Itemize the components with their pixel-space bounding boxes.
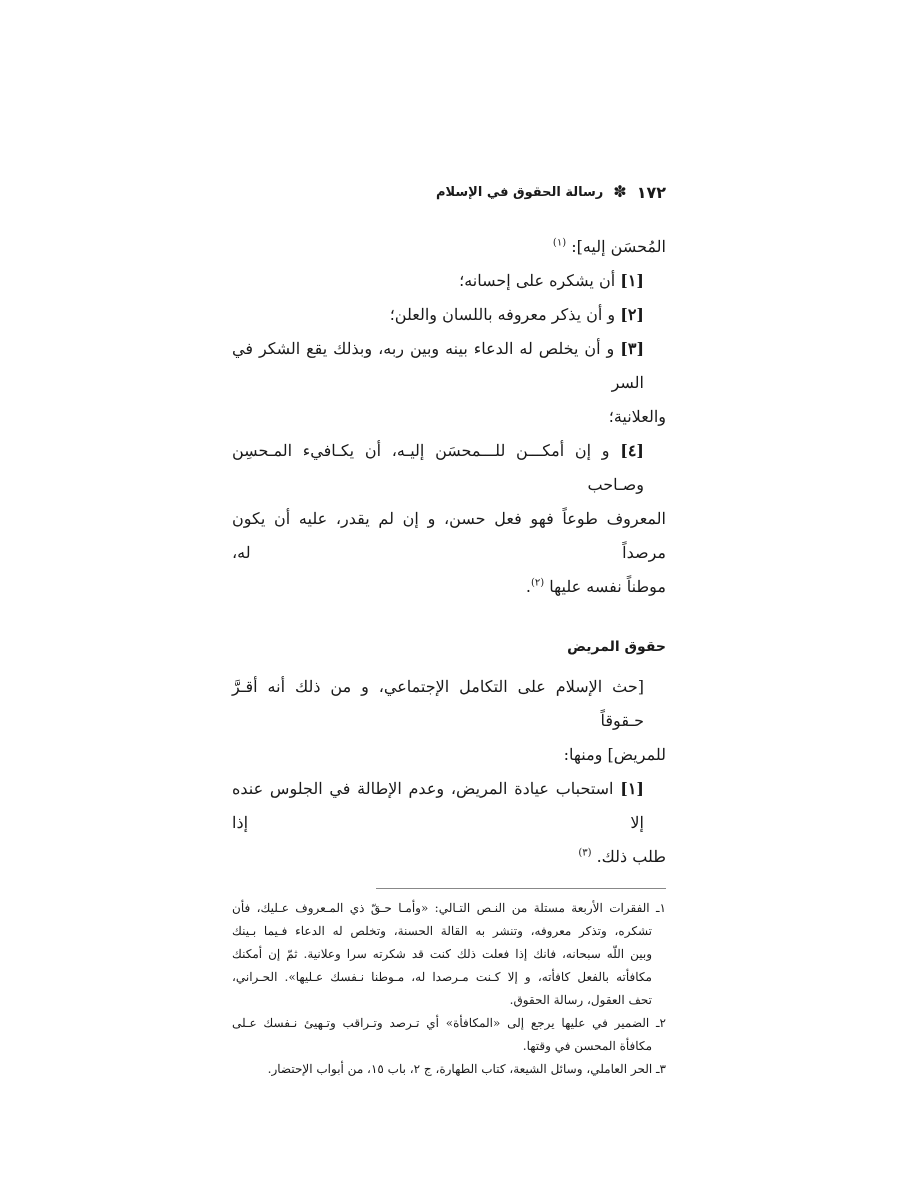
paragraph-line: [حث الإسلام على التكامل الإجتماعي، و من ذلك أنه أقـرَّ حـقوقاً [232,677,644,730]
footnote-ref: (٣) [578,847,592,859]
footnote-line: ٢ـ الضمير في عليها يرجع إلى «المكافأة» أي تـرصد وتـراقب وتـهيئ نـفسك عـلى [232,1016,666,1030]
item-number: [١] [620,779,644,798]
item-number: [٤] [620,441,644,460]
page-number: ١٧٢ [636,182,666,202]
flower-ornament-icon: ✽ [613,182,627,201]
footnote-line: ١ـ الفقرات الأربعة مستلة من النـص التـالي: «وأمـا حـقّ ذي المـعروف عـليك، فأن [232,901,666,915]
item-number: [١] [620,271,644,290]
footnote-ref: (١) [552,237,567,249]
main-text [232,230,666,874]
running-header [232,178,666,206]
paragraph-line: [١] أن يشكره على إحسانه؛ [459,271,644,290]
footnote-line: تشكره، وتذكر معروفه، وتنشر به القالة الحسنة، وتخلص له الدعاء فـيما بـينك [232,924,652,938]
book-title: رسالة الحقوق في الإسلام [435,184,604,200]
footnote-line: ٣ـ الحر العاملي، وسائل الشيعة، كتاب الطهارة، ج ٢، باب ١٥، من أبواب الإحتضار. [267,1062,666,1076]
footnote-line: وبين اللّه سبحانه، فانك إذا فعلت ذلك كنت قد شكرته سرا وعلانية. ثمّ إن أمكنك [232,947,652,961]
paragraph-line: طلب ذلك. $^{(٣)}$ [578,847,666,866]
paragraph-line: [٤] و إن أمكـــن للـــمحسَن إليـه، أن يكـافيء المـحسِن وصـاحب [232,441,644,494]
paragraph-line: للمريض] ومنها: [563,745,666,764]
footnote-ref: (٢) [530,577,545,589]
paragraph-line: والعلانية؛ [608,407,666,426]
paragraph-line: [١] استحباب عيادة المريض، وعدم الإطالة في الجلوس عنده إلا إذا [232,779,644,832]
footnotes [232,897,666,1081]
footnote-line: مكافأته بالفعل كافأته، و إلا كـنت مـرصدا له، مـوطنا نـفسك عـليها». الحـراني، [232,970,652,984]
item-number: [٣] [620,339,645,358]
paragraph-line: [٣] و أن يخلص له الدعاء بينه وبين ربه، وبذلك يقع الشكر في السر [232,339,645,392]
paragraph-line: المُحسَن إليه]: $^{(١)}$ [552,237,666,256]
section-heading: حقوق المريض [567,639,666,655]
book-page [232,178,666,1081]
footnote-line: تحف العقول، رسالة الحقوق. [509,993,652,1007]
paragraph-line: [٢] و أن يذكر معروفه باللسان والعلن؛ [389,305,644,324]
footnote-line: مكافأة المحسن في وقتها. [522,1039,652,1053]
item-number: [٢] [620,305,644,324]
paragraph-line: موطناً نفسه عليها $^{(٢)}$. [525,577,666,596]
paragraph-line: المعروف طوعاً فهو فعل حسن، و إن لم يقدر، عليه أن يكون مرصداً له، [232,509,666,562]
footnote-divider [376,888,666,889]
